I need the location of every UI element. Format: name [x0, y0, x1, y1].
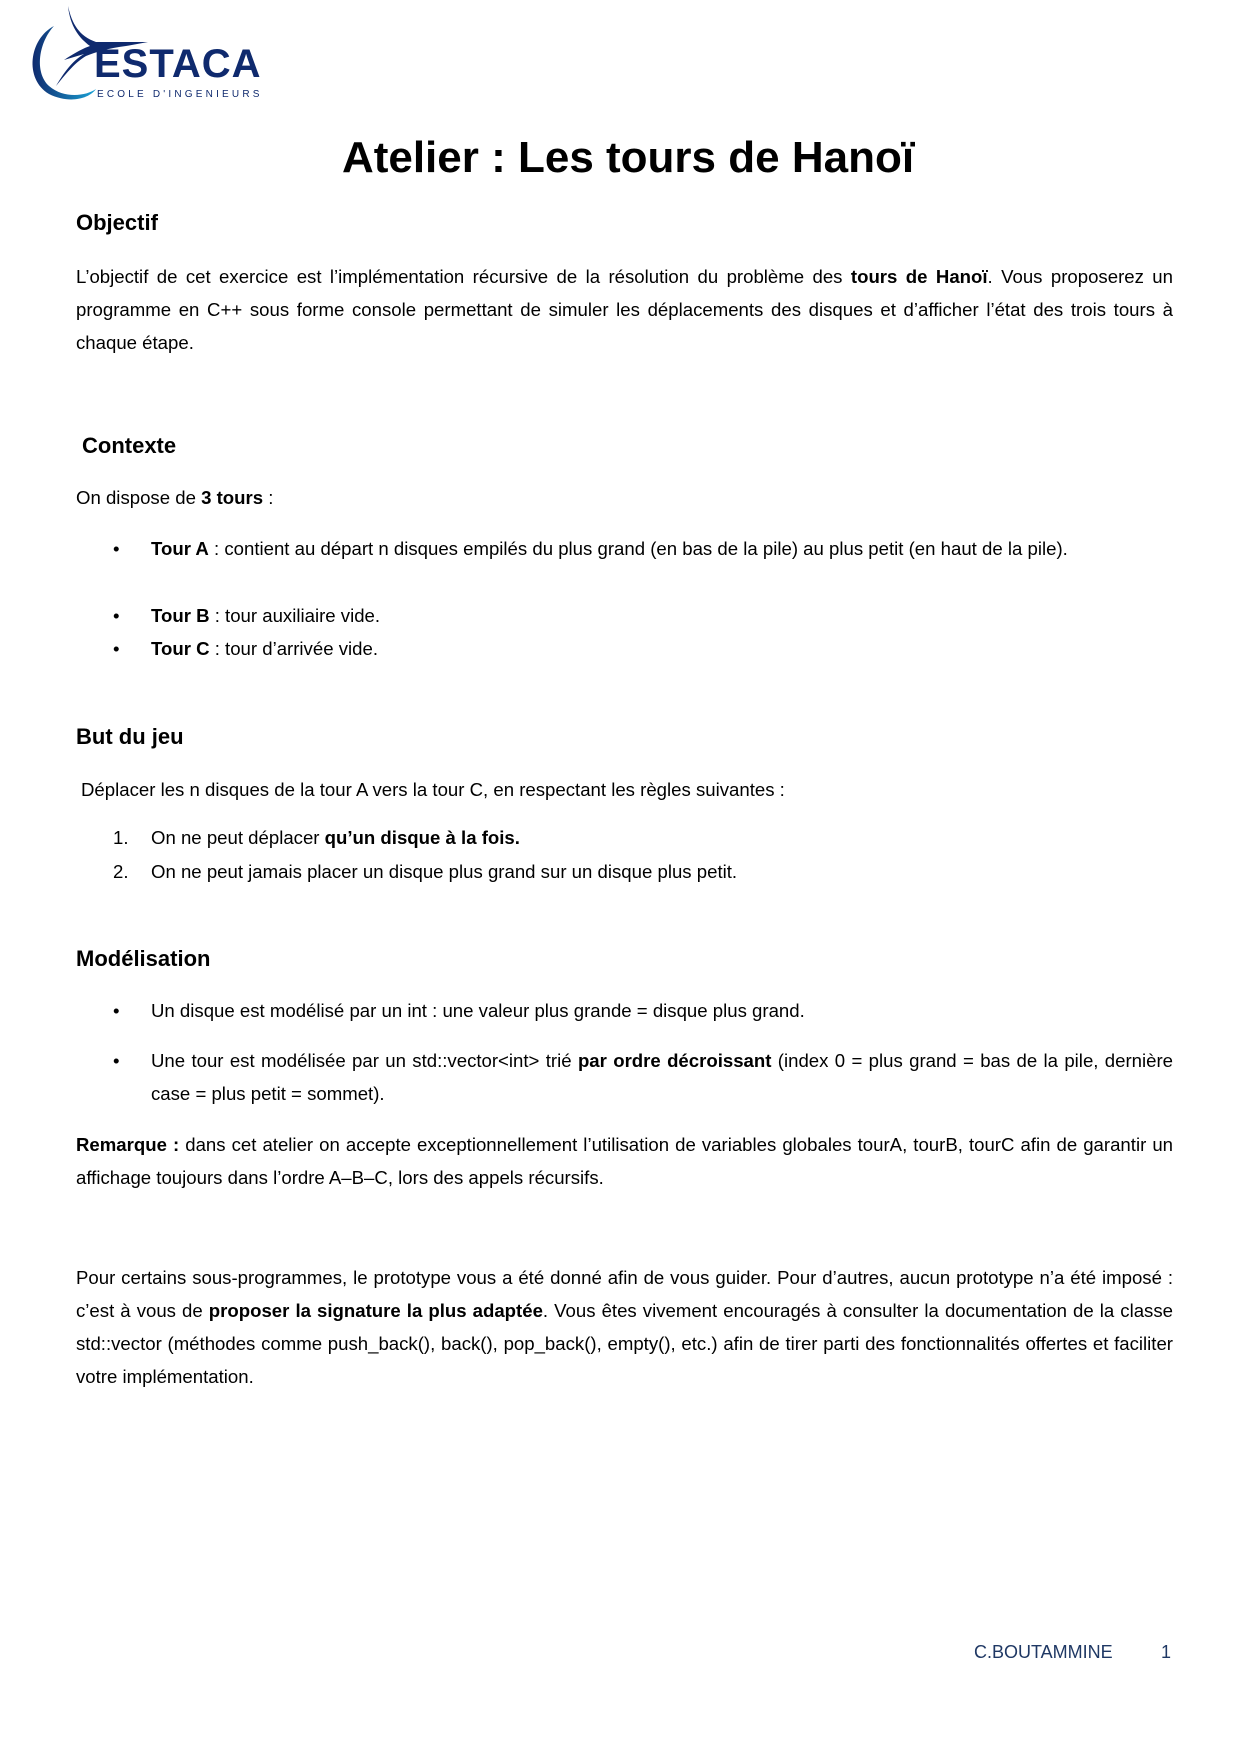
- heading-but-du-jeu: But du jeu: [76, 724, 184, 749]
- bold-text: qu’un disque à la fois.: [324, 827, 520, 848]
- page-number: 1: [1161, 1642, 1172, 1662]
- page-title: Atelier : Les tours de Hanoï: [341, 133, 915, 182]
- bold-text: Tour C: [151, 638, 210, 659]
- bold-text: par ordre décroissant: [577, 1050, 772, 1071]
- text: On ne peut déplacer: [151, 827, 325, 848]
- but-intro: Déplacer les n disques de la tour A vers la tour C, en respectant les règles suivantes :: [81, 779, 785, 800]
- text: Un disque est modélisé par un int : une valeur plus grande = disque plus grand.: [151, 1000, 805, 1021]
- objectif-paragraph: [76, 260, 1173, 359]
- estaca-logo: [24, 4, 284, 109]
- remarque-paragraph: [76, 1128, 1173, 1194]
- heading-contexte: Contexte: [82, 433, 177, 458]
- text: . Vous proposerez un programme en C++ sous forme console permettant de simuler les déplacements des disques et d’afficher l’état des trois tours à chaque étape.: [76, 266, 1173, 353]
- text: . Vous êtes vivement encouragés à consulter la documentation de la classe std::vector (méthodes comme push_back(), back(), pop_back(), empty(), etc.) afin de tirer parti des fonctionnalités offertes et faciliter votre implémentation.: [76, 1300, 1173, 1387]
- text: : tour auxiliaire vide.: [209, 605, 381, 626]
- bold-text: Tour A: [151, 538, 209, 559]
- bold-text: Tour B: [151, 605, 210, 626]
- text: On ne peut jamais placer un disque plus grand sur un disque plus petit.: [151, 861, 738, 882]
- bold-text: Remarque :: [76, 1134, 180, 1155]
- text: :: [263, 487, 274, 508]
- logo-name: ESTACA: [94, 42, 262, 86]
- footer-author: C.BOUTAMMINE: [974, 1642, 1113, 1662]
- logo-subtitle: ECOLE D'INGENIEURS: [97, 89, 263, 100]
- text: Pour certains sous-programmes, le prototype vous a été donné afin de vous guider. Pour d’autres, aucun prototype n’a été imposé : c’est à vous de: [76, 1267, 1173, 1321]
- heading-modelisation: Modélisation: [76, 946, 211, 971]
- contexte-intro: [76, 481, 273, 514]
- list-number: 1.: [113, 827, 129, 848]
- bold-text: tours de Hanoï: [850, 266, 988, 287]
- final-paragraph: [76, 1261, 1173, 1393]
- text: : contient au départ n disques empilés du plus grand (en bas de la pile) au plus petit (en haut de la pile).: [208, 538, 1068, 559]
- text: dans cet atelier on accepte exceptionnellement l’utilisation de variables globales tourA, tourB, tourC afin de garantir un affichage toujours dans l’ordre A–B–C, lors des appels récursifs.: [76, 1134, 1173, 1188]
- text: : tour d’arrivée vide.: [209, 638, 378, 659]
- list-number: 2.: [113, 861, 129, 882]
- text: Une tour est modélisée par un std::vector<int> trié: [151, 1050, 578, 1071]
- text: L’objectif de cet exercice est l’implémentation récursive de la résolution du problème des: [76, 266, 851, 287]
- text: On dispose de: [76, 487, 202, 508]
- bold-text: proposer la signature la plus adaptée: [208, 1300, 543, 1321]
- heading-objectif: Objectif: [76, 210, 158, 235]
- bold-text: 3 tours: [201, 487, 264, 508]
- text: (index 0 = plus grand = bas de la pile, dernière case = plus petit = sommet).: [151, 1050, 1174, 1104]
